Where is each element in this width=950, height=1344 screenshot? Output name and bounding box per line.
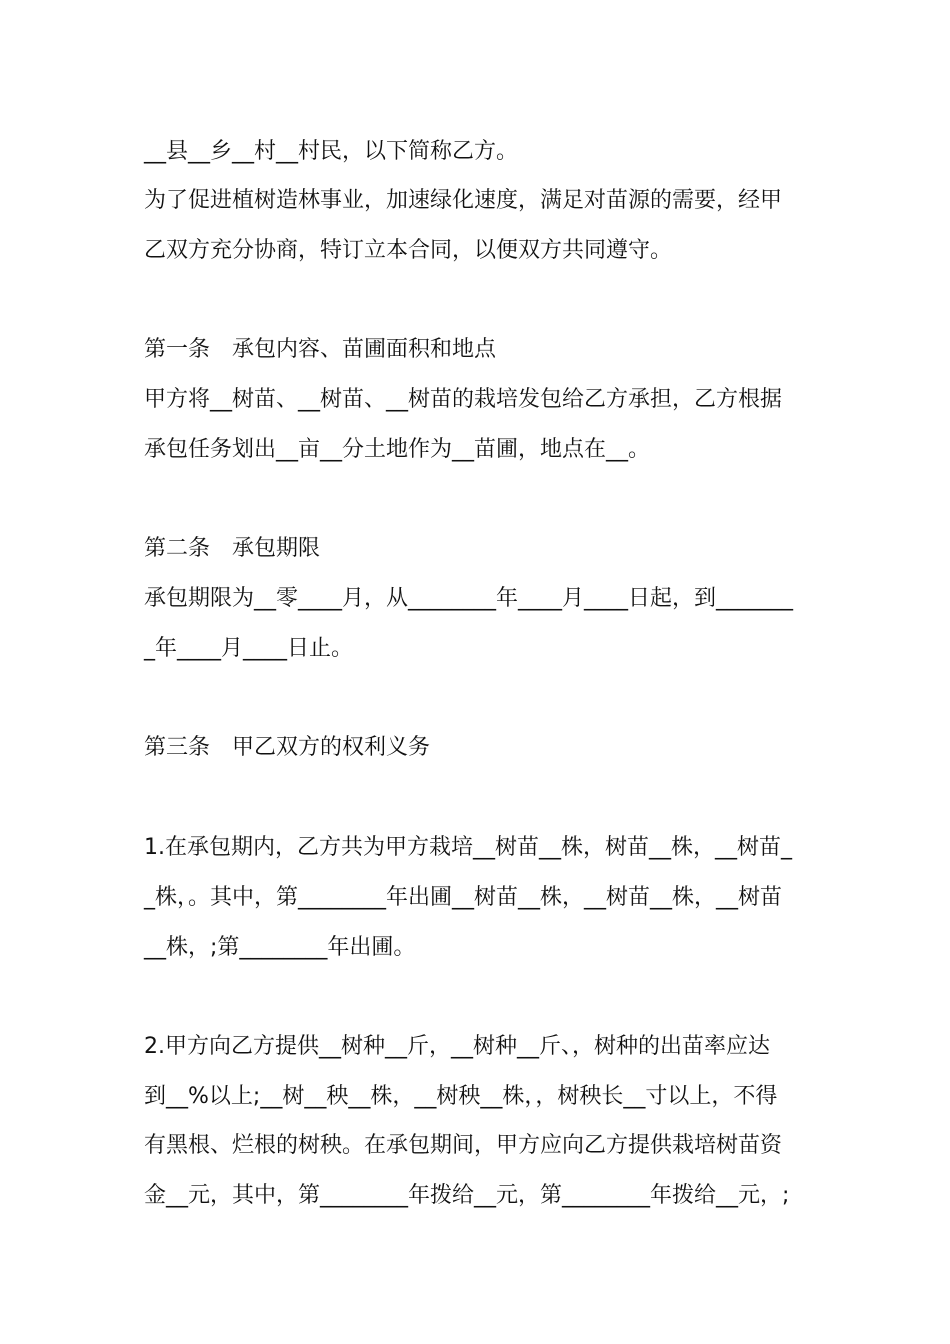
clause-2-line-2: 到__%以上;__树__秧__株，__树秧__株，，树秧长__寸以上，不得 [144, 1084, 778, 1109]
clause-1-line-3: __株，;第________年出圃。 [144, 935, 416, 960]
clause-2-line-4: 金__元，其中，第________年拨给__元，第________年拨给__元，; [144, 1183, 790, 1208]
article-1-line-1: 甲方将__树苗、__树苗、__树苗的栽培发包给乙方承担，乙方根据 [144, 387, 783, 412]
party-b-intro-line: __县__乡__村__村民，以下简称乙方。 [144, 139, 519, 164]
clause-1-line-1: 1.在承包期内，乙方共为甲方栽培__树苗__株，树苗__株，__树苗_ [144, 835, 792, 860]
clause-2-line-3: 有黑根、烂根的树秧。在承包期间，甲方应向乙方提供栽培树苗资 [144, 1133, 783, 1158]
clause-1-line-2: _株，。其中，第________年出圃__树苗__株，__树苗__株，__树苗 [144, 885, 783, 910]
article-1-line-2: 承包任务划出__亩__分土地作为__苗圃，地点在__。 [144, 437, 651, 462]
article-3-heading: 第三条 甲乙双方的权利义务 [144, 735, 431, 760]
clause-2-line-1: 2.甲方向乙方提供__树种__斤，__树种__斤、，树种的出苗率应达 [144, 1034, 770, 1059]
preamble-line-1: 为了促进植树造林事业，加速绿化速度，满足对苗源的需要，经甲 [144, 188, 783, 213]
preamble-line-2: 乙双方充分协商，特订立本合同，以便双方共同遵守。 [144, 238, 673, 263]
article-2-line-2: _年____月____日止。 [144, 636, 354, 661]
article-2-heading: 第二条 承包期限 [144, 536, 321, 561]
article-2-line-1: 承包期限为__零____月，从________年____月____日起，到_______ [144, 586, 794, 611]
article-1-heading: 第一条 承包内容、苗圃面积和地点 [144, 337, 497, 362]
